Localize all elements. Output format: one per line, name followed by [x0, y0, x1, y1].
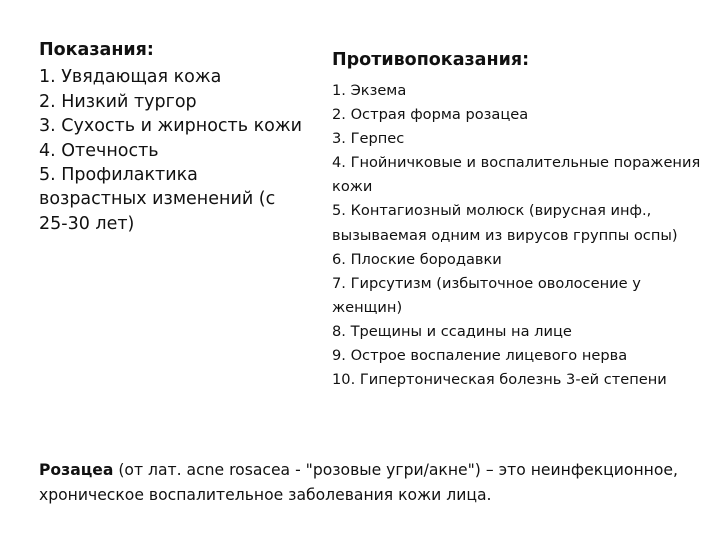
rosacea-definition: [39, 458, 699, 507]
contraindication-item: 6. Плоские бородавки: [332, 250, 502, 268]
contraindication-item: 8. Трещины и ссадины на лице: [332, 322, 572, 340]
definition-term: Розацеа: [39, 461, 114, 479]
contraindications-section: [332, 47, 704, 392]
contraindication-item: 5. Контагиозный молюск (вирусная инф., вызываемая одним из вирусов группы оспы): [332, 202, 678, 244]
contraindication-item: 4. Гнойничковые и воспалительные поражения кожи: [332, 154, 701, 196]
indication-item: 2. Низкий тургор: [39, 91, 197, 112]
contraindication-item: 7. Гирсутизм (избыточное оволосение у женщин): [332, 274, 641, 316]
contraindication-item: 2. Острая форма розацеа: [332, 106, 529, 124]
contraindication-item: 10. Гипертоническая болезнь 3-ей степени: [332, 371, 667, 389]
indication-item: 4. Отечность: [39, 140, 159, 161]
contraindications-heading: Противопоказания:: [332, 50, 530, 70]
contraindication-item: 3. Герпес: [332, 130, 405, 148]
indication-item: 1. Увядающая кожа: [39, 67, 222, 88]
indication-item: 5. Профилактика возрастных изменений (с 25-30 лет): [39, 165, 276, 234]
contraindication-item: 1. Экзема: [332, 82, 407, 99]
indications-heading: Показания:: [39, 40, 154, 60]
definition-text: (от лат. acne rosacea - "розовые угри/акне") – это неинфекционное, хроническое воспалительное заболевания кожи лица.: [39, 461, 678, 504]
indication-item: 3. Сухость и жирность кожи: [39, 116, 303, 137]
contraindication-item: 9. Острое воспаление лицевого нерва: [332, 347, 628, 365]
indications-section: [39, 38, 304, 236]
